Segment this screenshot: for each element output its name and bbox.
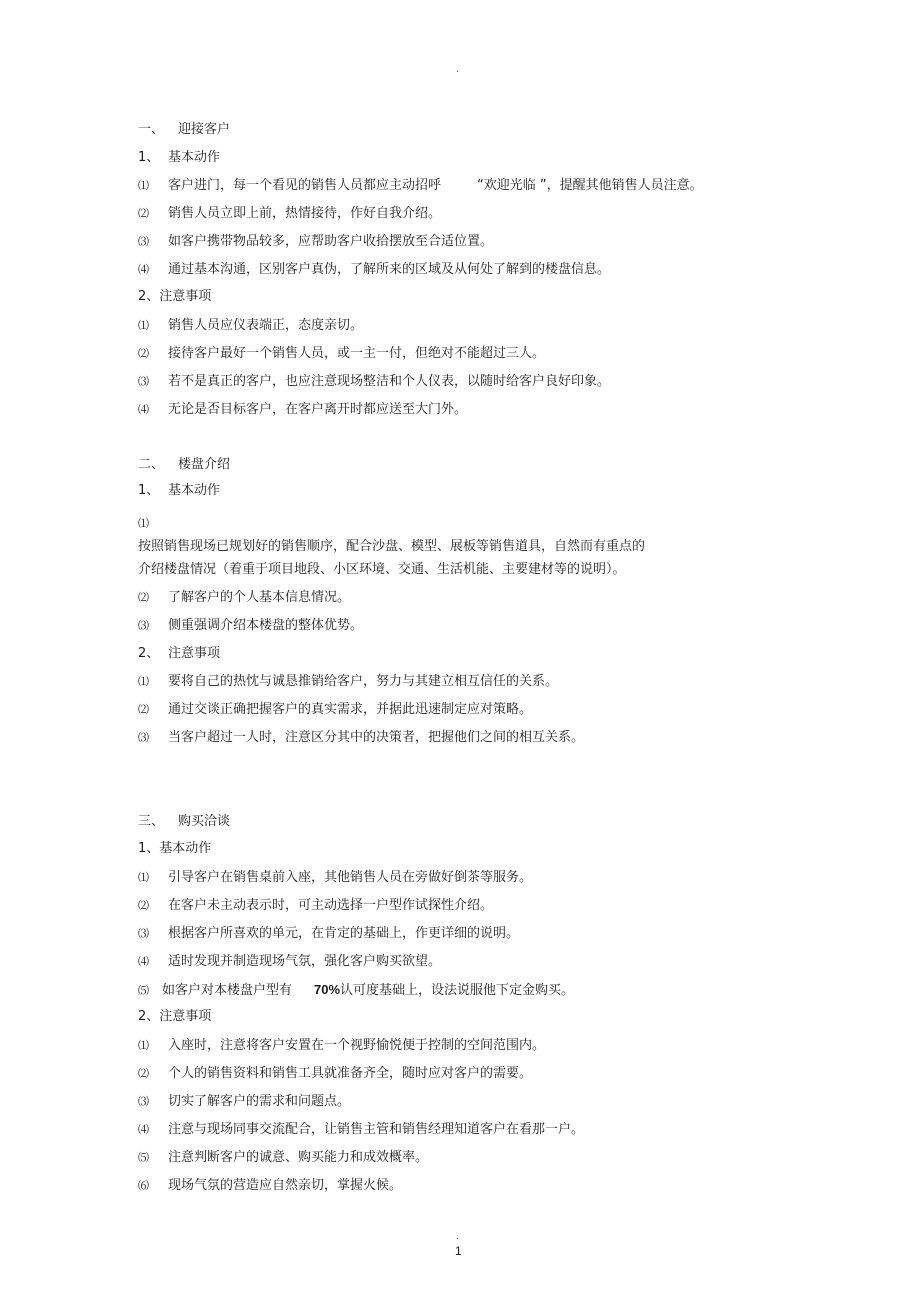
item-text: 当客户超过一人时，注意区分其中的决策者，把握他们之间的相互关系。: [168, 730, 585, 745]
list-item: [138, 701, 532, 719]
item-text: 通过基本沟通，区别客户真伪，了解所来的区域及从何处了解到的楼盘信息。: [168, 262, 611, 277]
list-item: [138, 925, 519, 943]
item-number: ⑴: [138, 319, 149, 332]
item-text: 如客户对本楼盘户型有: [162, 983, 293, 998]
list-item: [138, 1149, 428, 1167]
item-text: 在客户未主动表示时，可主动选择一户型作试探性介绍。: [168, 898, 494, 913]
item-number: ⑷: [138, 403, 149, 416]
item-text: 无论是否目标客户，在客户离开时都应送至大门外。: [168, 402, 468, 417]
section1-basic-title: 基本动作: [168, 150, 221, 165]
section1-heading: [138, 121, 230, 139]
item-number: ⑵: [138, 591, 149, 604]
item-text: 如客户携带物品较多，应帮助客户收拾摆放至合适位置。: [168, 234, 494, 249]
item-text: 若不是真正的客户，也应注意现场整洁和个人仪表，以随时给客户良好印象。: [168, 374, 611, 389]
item-number: ⑴: [138, 1039, 149, 1052]
section2-basic-number: 1、: [138, 483, 160, 498]
item-number: ⑹: [138, 1179, 149, 1192]
item-number: ⑷: [138, 955, 149, 968]
list-item: [138, 261, 610, 279]
section2-notes-title: 注意事项: [168, 646, 221, 661]
section1-number: 一、: [138, 122, 165, 137]
section2-notes-number: 2、: [138, 646, 160, 661]
item-number: ⑷: [138, 1123, 149, 1136]
list-item: [138, 617, 363, 635]
item-text: 个人的销售资料和销售工具就准备齐全，随时应对客户的需要。: [168, 1066, 533, 1081]
item-quote: “欢迎光临 ”: [477, 178, 547, 193]
list-item: [138, 953, 441, 971]
section3-notes-heading: 2、注意事项: [138, 1009, 212, 1024]
section3-basic-heading: 1、基本动作: [138, 841, 212, 856]
item-text: 侧重强调介绍本楼盘的整体优势。: [168, 618, 364, 633]
item-number: ⑵: [138, 207, 149, 220]
item-number: ⑸: [138, 1151, 149, 1164]
section2-notes-heading: [138, 645, 220, 663]
list-item: [138, 673, 558, 691]
list-item: [138, 981, 574, 999]
item-text: 根据客户所喜欢的单元，在肯定的基础上，作更详细的说明。: [168, 926, 520, 941]
item-number: ⑶: [138, 927, 149, 940]
list-item: [138, 205, 441, 223]
list-item: [138, 373, 610, 391]
item-text: 了解客户的个人基本信息情况。: [168, 590, 351, 605]
item-number: ⑶: [138, 375, 149, 388]
item-text: 切实了解客户的需求和问题点。: [168, 1094, 351, 1109]
item-number: ⑵: [138, 347, 149, 360]
section3-title: 购买洽谈: [178, 814, 231, 829]
section1-title: 迎接客户: [178, 122, 231, 137]
item-number: ⑴: [138, 871, 149, 884]
section3-heading: [138, 813, 230, 831]
list-item: [138, 589, 350, 607]
list-item: [138, 1093, 350, 1111]
item-number: ⑷: [138, 263, 149, 276]
item-number: ⑶: [138, 731, 149, 744]
item-number: ⑶: [138, 235, 149, 248]
list-item: [138, 729, 584, 747]
list-item: [138, 401, 467, 419]
item-number: ⑶: [138, 619, 149, 632]
item-text: 注意判断客户的诚意、购买能力和成效概率。: [168, 1150, 429, 1165]
section1-basic-heading: [138, 149, 220, 167]
item-text: 适时发现并制造现场气氛，强化客户购买欲望。: [168, 954, 442, 969]
item-number: ⑴: [138, 179, 149, 192]
item-text: 引导客户在销售桌前入座，其他销售人员在旁做好倒茶等服务。: [168, 870, 533, 885]
list-item: [138, 1121, 584, 1139]
section2-basic-heading: [138, 482, 220, 500]
section2-basic-title: 基本动作: [168, 483, 221, 498]
section2-title: 楼盘介绍: [178, 457, 231, 472]
item-text: 通过交谈正确把握客户的真实需求，并据此迅速制定应对策略。: [168, 702, 533, 717]
item-number: ⑵: [138, 899, 149, 912]
list-item: [138, 317, 363, 335]
item-number: ⑸: [138, 984, 149, 997]
section1-basic-number: 1、: [138, 150, 160, 165]
list-item: [138, 1177, 402, 1195]
item-text: 注意与现场同事交流配合，让销售主管和销售经理知道客户在看那一户。: [168, 1122, 585, 1137]
list-item: [138, 1037, 545, 1055]
list-item: [138, 233, 493, 251]
item-text: 现场气氛的营造应自然亲切，掌握火候。: [168, 1178, 403, 1193]
item-text: 接待客户最好一个销售人员，或一主一付，但绝对不能超过三人。: [168, 346, 546, 361]
paragraph-line: 介绍楼盘情况（着重于项目地段、小区环境、交通、生活机能、主要建材等的说明）。: [138, 562, 626, 577]
item-number: ⑵: [138, 703, 149, 716]
section1-notes-heading: 2、注意事项: [138, 289, 212, 304]
list-item: [138, 869, 532, 887]
page-number: 1: [455, 1244, 462, 1258]
section2-number: 二、: [138, 457, 165, 472]
item-text: 客户进门，每一个看见的销售人员都应主动招呼: [168, 178, 442, 193]
item-text: 要将自己的热忱与诚恳推销给客户，努力与其建立相互信任的关系。: [168, 674, 559, 689]
paragraph-line: 按照销售现场已规划好的销售顺序，配合沙盘、模型、展板等销售道具，自然而有重点的: [138, 539, 646, 554]
list-item: [138, 345, 545, 363]
item-text-end: 认可度基础上，设法说服他下定金购买。: [340, 983, 575, 998]
list-item: [138, 897, 493, 915]
list-item: [138, 177, 703, 195]
item-text: 销售人员应仪表端正，态度亲切。: [168, 318, 364, 333]
item-text: 入座时，注意将客户安置在一个视野愉悦便于控制的空间范围内。: [168, 1038, 546, 1053]
footer-mark: .: [456, 1232, 459, 1242]
item-number: ⑶: [138, 1095, 149, 1108]
section3-number: 三、: [138, 814, 165, 829]
list-item: [138, 1065, 532, 1083]
item-text-end: ，提醒其他销售人员注意。: [546, 178, 703, 193]
section2-heading: [138, 456, 230, 474]
item-text: 销售人员立即上前，热情接待，作好自我介绍。: [168, 206, 442, 221]
item-number: ⑴: [138, 675, 149, 688]
item-number: [138, 515, 168, 533]
item-number: ⑵: [138, 1067, 149, 1080]
header-mark: .: [456, 64, 460, 75]
percentage-value: 70%: [314, 982, 341, 997]
item-number-label: ⑴: [138, 517, 149, 530]
